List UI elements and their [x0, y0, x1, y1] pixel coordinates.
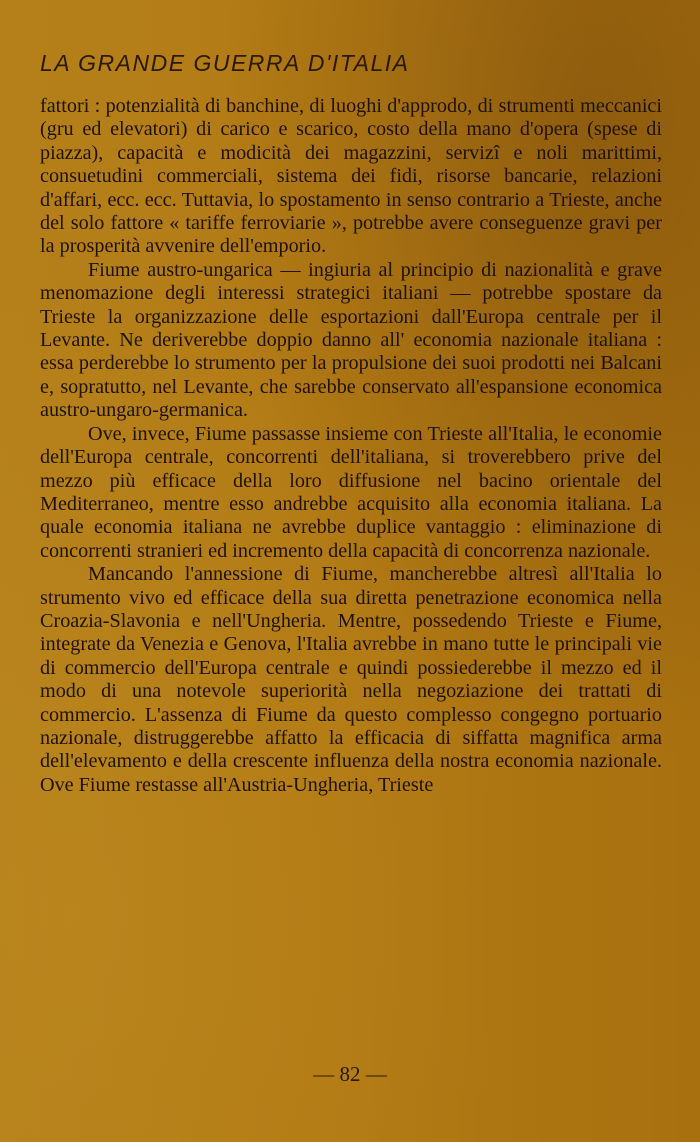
body-text — [40, 95, 662, 797]
paragraph: Ove, invece, Fiume passasse insieme con Trieste all'Italia, le economie dell'Europa centrale, concorrenti dell'italiana, si troverebbero prive del mezzo più efficace della loro diffusione nel bacino orientale del Mediterraneo, mentre esso andrebbe acquisito alla economia italiana. La quale economia italiana ne avrebbe duplice vantaggio : eliminazione di concorrenti stranieri ed incremento della capacità di concorrenza nazionale. — [40, 422, 662, 562]
running-title: LA GRANDE GUERRA D'ITALIA — [40, 50, 410, 76]
page-number-container — [0, 1062, 700, 1087]
page-number: — 82 — — [313, 1062, 387, 1086]
paragraph: Fiume austro-ungarica — ingiuria al principio di nazionalità e grave menomazione degli interessi strategici italiani — potrebbe spostare da Trieste la organizzazione delle esportazioni dall'Europa centrale per il Levante. Ne deriverebbe doppio danno all' economia nazionale italiana : essa perderebbe lo strumento per la propulsione dei suoi prodotti nei Balcani e, sopratutto, nel Levante, che sarebbe conservato all'espansione economica austro-ungaro-germanica. — [40, 258, 662, 422]
paragraph: Mancando l'annessione di Fiume, mancherebbe altresì all'Italia lo strumento vivo ed efficace della sua diretta penetrazione economica nella Croazia-Slavonia e nell'Ungheria. Mentre, possedendo Trieste e Fiume, integrate da Venezia e Genova, l'Italia avrebbe in mano tutte le principali vie di commercio dell'Europa centrale e quindi possiederebbe il mezzo ed il modo di una notevole superiorità nella negoziazione dei trattati di commercio. L'assenza di Fiume da questo complesso congegno portuario nazionale, distruggerebbe affatto la efficacia di siffatta magnifica arma dell'elevamento e della crescente influenza della nostra economia nazionale. Ove Fiume restasse all'Austria-Ungheria, Trieste — [40, 563, 662, 796]
paragraph: fattori : potenzialità di banchine, di luoghi d'approdo, di strumenti meccanici (gru ed elevatori) di carico e scarico, costo della mano d'opera (spese di piazza), capacità e modicità dei magazzini, servizî e noli marittimi, consuetudini commerciali, sistema dei fidi, risorse bancarie, relazioni d'affari, ecc. ecc. Tuttavia, lo spostamento in senso contrario a Trieste, anche del solo fattore « tariffe ferroviarie », potrebbe avere conseguenze gravi per la prosperità avvenire dell'emporio. — [40, 95, 662, 258]
